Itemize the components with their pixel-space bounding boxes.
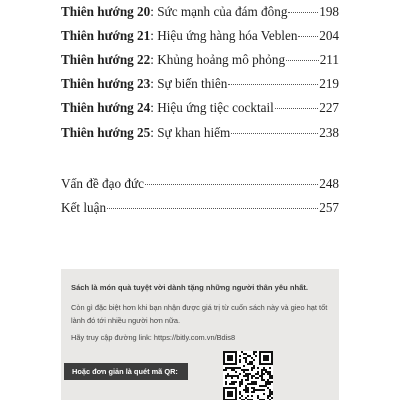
promo-headline: Sách là món quà tuyệt vời dành tặng những người thân yêu nhất. [71,283,308,292]
toc-entry-page: 227 [319,100,339,115]
toc-entry-title: : Khủng hoảng mô phỏng [150,52,286,67]
dot-leader [286,60,319,61]
toc-entry-page: 204 [319,28,339,43]
dot-leader [298,36,318,37]
toc-entry-page: 219 [319,76,339,91]
dot-leader [228,84,318,85]
dot-leader [145,184,318,185]
toc-entry-page: 211 [319,52,339,67]
dot-leader [107,208,318,209]
toc-entry-title: : Hiệu ứng hàng hóa Veblen [150,28,298,43]
toc-entry-title: Kết luận [61,200,107,215]
toc-entry-title: Vấn đề đạo đức [61,176,144,191]
toc-entry [61,99,339,117]
qr-code-icon[interactable] [223,351,273,400]
toc-entry-page: 198 [319,4,339,19]
gift-promo-box [61,269,339,400]
toc-entry-label: Thiên hướng 21 [61,28,151,43]
toc-entry-page: 238 [319,125,339,140]
toc-entry-label: Thiên hướng 20 [61,4,151,19]
toc-entry-title: : Sự biến thiên [150,76,228,91]
dot-leader [231,133,318,134]
toc-entry-label: Thiên hướng 25 [61,125,151,140]
toc-entry-title: : Hiệu ứng tiệc cocktail [150,100,274,115]
qr-label: Hoặc đơn giản là quét mã QR: [64,363,188,380]
toc-entry [61,27,339,45]
toc-entry-title: : Sự khan hiếm [150,125,231,140]
toc-entry-page: 248 [319,176,339,191]
toc-entry-label: Thiên hướng 23 [61,76,151,91]
toc-entry-title: : Sức mạnh của đám đông [150,4,288,19]
dot-leader [288,12,318,13]
toc-entry [61,75,339,93]
toc-entry-page: 257 [319,200,339,215]
toc-entry [61,51,339,69]
toc-entry-label: Thiên hướng 22 [61,52,151,67]
toc-entry [61,124,339,142]
promo-link[interactable]: Hãy truy cập đường link: https://bitly.com.vn/Bdis8 [71,333,236,342]
promo-body: Còn gì đặc biệt hơn khi bạn nhận được giá trị từ cuốn sách này và gieo hạt tốt lành đó tới nhiều người hơn nữa. [71,303,328,325]
toc-entry-ethics [61,175,339,193]
dot-leader [275,108,318,109]
toc-entry [61,3,339,21]
toc-entry-label: Thiên hướng 24 [61,100,151,115]
toc-entry-conclusion [61,199,339,217]
